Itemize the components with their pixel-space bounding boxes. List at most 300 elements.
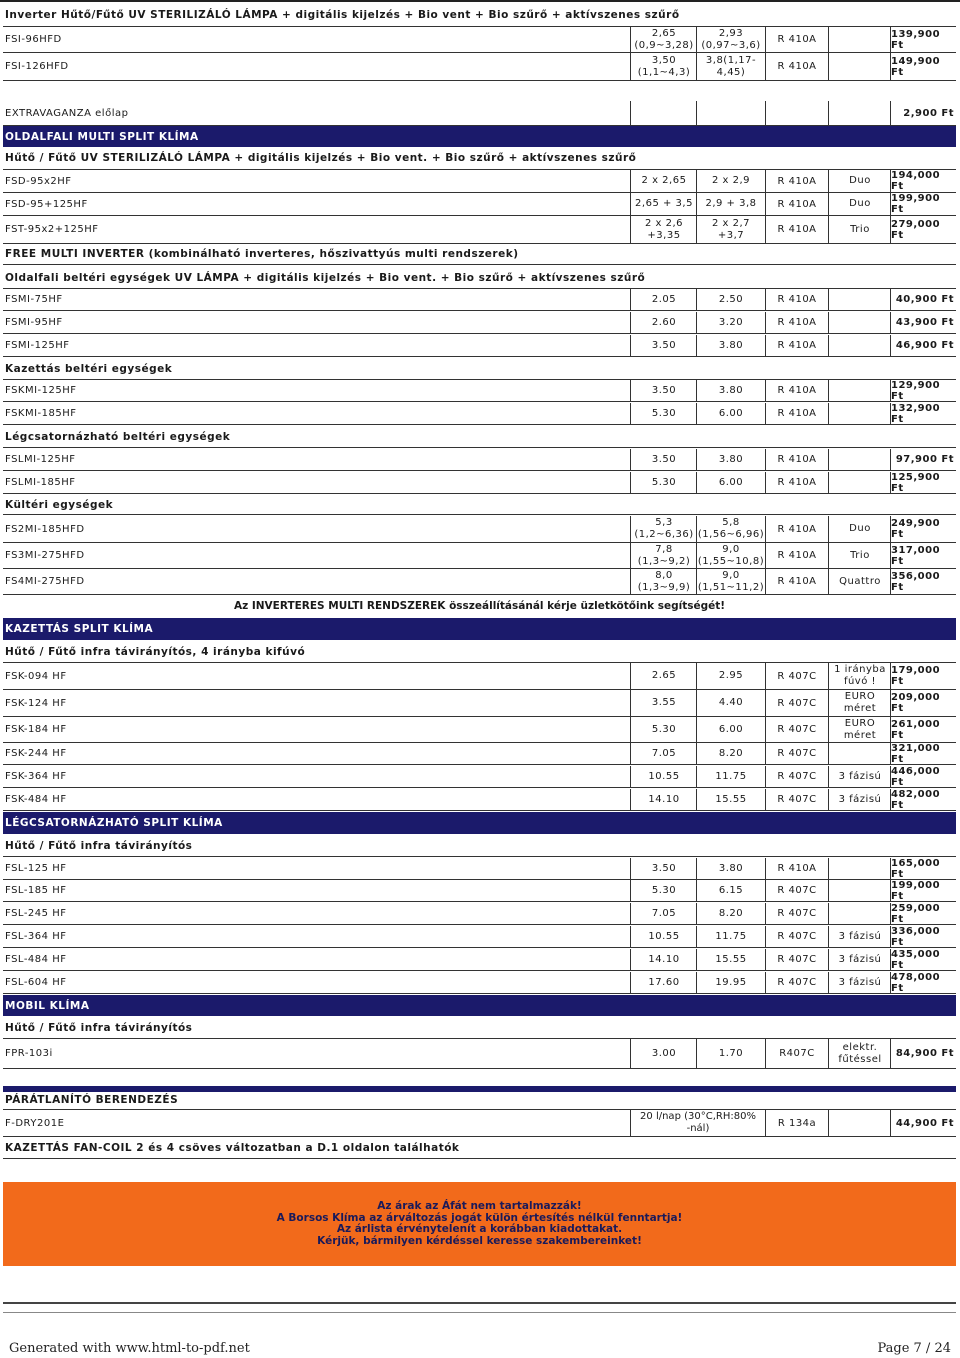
cooling-capacity: 5.30 bbox=[651, 723, 677, 735]
product-refrigerant: R 407C bbox=[777, 954, 817, 965]
product-name: FSKMI-185HF bbox=[5, 408, 77, 419]
product-type: 3 fázisú bbox=[838, 793, 882, 805]
column-divider bbox=[696, 335, 697, 356]
column-divider bbox=[890, 1110, 891, 1136]
group-header-row bbox=[3, 147, 956, 170]
group-header-row bbox=[3, 244, 956, 265]
column-divider bbox=[630, 312, 631, 333]
product-type: elektr. fűtéssel bbox=[838, 1041, 882, 1065]
column-divider bbox=[765, 926, 766, 947]
column-divider bbox=[696, 170, 697, 192]
product-price: 97,900 Ft bbox=[895, 454, 954, 465]
table-row bbox=[3, 516, 956, 543]
column-divider bbox=[765, 403, 766, 424]
cooling-capacity: 5.30 bbox=[651, 476, 677, 488]
column-divider bbox=[890, 789, 891, 810]
group-header: FREE MULTI INVERTER (kombinálható inverteres, hőszivattyús multi rendszerek) bbox=[5, 248, 519, 260]
product-type: 3 fázisú bbox=[838, 930, 882, 942]
product-type: Quattro bbox=[839, 575, 881, 587]
column-divider bbox=[696, 880, 697, 901]
column-divider bbox=[630, 903, 631, 924]
group-header-row bbox=[3, 1090, 956, 1110]
column-divider bbox=[630, 789, 631, 810]
column-divider bbox=[630, 1039, 631, 1068]
product-type bbox=[830, 472, 890, 493]
section-title: MOBIL KLÍMA bbox=[5, 999, 90, 1012]
table-row bbox=[3, 543, 956, 569]
table-row bbox=[3, 663, 956, 690]
cooling-capacity: 3.00 bbox=[651, 1047, 677, 1059]
product-price: 129,900 Ft bbox=[891, 379, 941, 402]
section-band bbox=[3, 618, 956, 640]
notice-line: Az árak az Áfát nem tartalmazzák! bbox=[377, 1200, 582, 1212]
heating-capacity: 19.95 bbox=[715, 976, 747, 988]
column-divider bbox=[765, 972, 766, 993]
table-row bbox=[3, 312, 956, 334]
table-row bbox=[3, 193, 956, 216]
section-band bbox=[3, 126, 956, 147]
product-price: 482,000 Ft bbox=[891, 788, 941, 811]
heating-capacity: 3.80 bbox=[718, 384, 744, 396]
column-divider bbox=[890, 903, 891, 924]
column-divider bbox=[696, 858, 697, 879]
column-divider bbox=[828, 766, 829, 787]
cooling-capacity: 2,65 + 3,5 bbox=[635, 198, 693, 209]
column-divider bbox=[765, 516, 766, 542]
product-price: 249,900 Ft bbox=[891, 518, 941, 540]
cooling-capacity: 7.05 bbox=[651, 747, 677, 759]
group-header-row bbox=[3, 3, 956, 27]
heating-capacity: 1.70 bbox=[718, 1047, 744, 1059]
heating-capacity: 11.75 bbox=[715, 770, 747, 782]
column-divider bbox=[630, 101, 631, 125]
product-price: 40,900 Ft bbox=[895, 294, 954, 305]
table-row bbox=[3, 926, 956, 948]
column-divider bbox=[828, 903, 829, 924]
column-divider bbox=[696, 312, 697, 333]
column-divider bbox=[765, 1110, 766, 1136]
section-band bbox=[3, 812, 956, 834]
column-divider bbox=[630, 949, 631, 970]
column-divider bbox=[890, 690, 891, 716]
column-divider bbox=[765, 789, 766, 810]
column-divider bbox=[828, 380, 829, 401]
product-price: 446,000 Ft bbox=[891, 765, 941, 788]
column-divider bbox=[696, 743, 697, 764]
column-divider bbox=[630, 380, 631, 401]
column-divider bbox=[765, 569, 766, 594]
table-row bbox=[3, 53, 956, 81]
column-divider bbox=[890, 880, 891, 901]
product-name: EXTRAVAGANZA előlap bbox=[5, 107, 129, 119]
cooling-capacity: 3.50 bbox=[651, 384, 677, 396]
product-price: 149,900 Ft bbox=[891, 55, 941, 78]
group-header: Légcsatornázható beltéri egységek bbox=[5, 430, 231, 443]
cooling-capacity: 2 x 2,65 bbox=[641, 175, 687, 186]
column-divider bbox=[890, 516, 891, 542]
column-divider bbox=[630, 690, 631, 716]
product-price: 44,900 Ft bbox=[895, 1117, 954, 1129]
cooling-capacity: 2.65 bbox=[651, 670, 677, 681]
heating-capacity: 2.95 bbox=[718, 670, 744, 681]
column-divider bbox=[765, 335, 766, 356]
column-divider bbox=[630, 449, 631, 470]
column-divider bbox=[890, 972, 891, 993]
heating-capacity: 2.50 bbox=[718, 293, 744, 305]
column-divider bbox=[828, 858, 829, 879]
column-divider bbox=[696, 27, 697, 52]
product-price: 478,000 Ft bbox=[891, 971, 941, 994]
product-refrigerant: R 410A bbox=[777, 61, 817, 72]
cooling-capacity: 10.55 bbox=[648, 770, 680, 782]
column-divider bbox=[890, 289, 891, 310]
product-type: 3 fázisú bbox=[838, 770, 882, 782]
column-divider bbox=[890, 543, 891, 568]
product-price: 179,000 Ft bbox=[891, 665, 941, 687]
section-band bbox=[3, 995, 956, 1016]
column-divider bbox=[828, 216, 829, 243]
product-price: 43,900 Ft bbox=[895, 317, 954, 328]
column-divider bbox=[630, 569, 631, 594]
column-divider bbox=[630, 743, 631, 764]
product-refrigerant: R 407C bbox=[777, 748, 817, 759]
cooling-capacity: 3.50 bbox=[651, 339, 677, 351]
column-divider bbox=[696, 289, 697, 310]
product-refrigerant: R 410A bbox=[777, 224, 817, 235]
product-refrigerant: R407C bbox=[779, 1048, 815, 1059]
table-row bbox=[3, 949, 956, 971]
column-divider bbox=[696, 101, 697, 125]
product-price: 261,000 Ft bbox=[891, 718, 941, 741]
heating-capacity: 5,8 (1,56~6,96) bbox=[697, 517, 765, 540]
product-name: FS3MI-275HFD bbox=[5, 550, 85, 561]
cooling-capacity: 14.10 bbox=[648, 793, 680, 805]
product-name: FSLMI-125HF bbox=[5, 454, 76, 465]
column-divider bbox=[630, 1110, 631, 1136]
product-type bbox=[830, 880, 890, 901]
group-header-row bbox=[3, 267, 956, 289]
product-refrigerant: R 410A bbox=[777, 477, 817, 488]
section-title: OLDALFALI MULTI SPLIT KLÍMA bbox=[5, 130, 199, 143]
group-header: Hűtő / Fűtő infra távirányítós, 4 irányba kifúvó bbox=[5, 645, 306, 658]
cooling-capacity: 5.30 bbox=[651, 407, 677, 419]
product-refrigerant: R 407C bbox=[777, 931, 817, 942]
heating-capacity: 2,93 (0,97~3,6) bbox=[701, 27, 761, 51]
column-divider bbox=[828, 569, 829, 594]
column-divider bbox=[828, 972, 829, 993]
heating-capacity: 3.80 bbox=[718, 339, 744, 351]
product-price: 199,000 Ft bbox=[891, 879, 941, 902]
table-row bbox=[3, 1110, 956, 1137]
column-divider bbox=[630, 216, 631, 243]
column-divider bbox=[828, 170, 829, 192]
product-price: 356,000 Ft bbox=[891, 570, 941, 593]
column-divider bbox=[765, 880, 766, 901]
group-header: Inverter Hűtő/Fűtő UV STERILIZÁLÓ LÁMPA + digitális kijelzés + Bio vent + Bio szűrő + aktívszenes szűrő bbox=[5, 8, 680, 21]
column-divider bbox=[696, 949, 697, 970]
column-divider bbox=[765, 472, 766, 493]
table-row bbox=[3, 380, 956, 402]
column-divider bbox=[765, 858, 766, 879]
product-name: FSK-124 HF bbox=[5, 697, 67, 709]
column-divider bbox=[828, 543, 829, 568]
column-divider bbox=[890, 312, 891, 333]
column-divider bbox=[696, 543, 697, 568]
product-price: 125,900 Ft bbox=[891, 471, 941, 494]
group-header-row bbox=[3, 358, 956, 380]
column-divider bbox=[828, 289, 829, 310]
column-divider bbox=[630, 972, 631, 993]
product-name: FSL-604 HF bbox=[5, 977, 67, 988]
heating-capacity: 8.20 bbox=[718, 747, 744, 759]
column-divider bbox=[696, 717, 697, 742]
group-header-row bbox=[3, 495, 956, 515]
separator bbox=[3, 1302, 956, 1304]
column-divider bbox=[890, 743, 891, 764]
column-divider bbox=[765, 717, 766, 742]
column-divider bbox=[630, 516, 631, 542]
product-price: 46,900 Ft bbox=[895, 340, 954, 351]
table-row bbox=[3, 858, 956, 880]
cooling-capacity: 2 x 2,6 +3,35 bbox=[644, 217, 684, 241]
product-name: FSK-094 HF bbox=[5, 670, 67, 682]
product-type: Duo bbox=[849, 175, 871, 186]
product-refrigerant: R 407C bbox=[777, 885, 817, 896]
product-refrigerant: R 410A bbox=[777, 198, 817, 210]
table-row bbox=[3, 766, 956, 788]
product-refrigerant: R 410A bbox=[777, 317, 817, 328]
group-header-row bbox=[3, 641, 956, 663]
product-name: FSI-126HFD bbox=[5, 61, 69, 72]
column-divider bbox=[765, 216, 766, 243]
cooling-capacity: 2,65 (0,9~3,28) bbox=[634, 27, 694, 51]
column-divider bbox=[696, 663, 697, 689]
product-refrigerant: R 410A bbox=[777, 385, 817, 396]
column-divider bbox=[696, 1039, 697, 1068]
product-refrigerant bbox=[767, 101, 827, 125]
column-divider bbox=[630, 717, 631, 742]
cooling-capacity: 3.55 bbox=[651, 697, 677, 708]
heating-capacity: 9,0 (1,51~11,2) bbox=[697, 569, 765, 593]
column-divider bbox=[828, 789, 829, 810]
group-header-row bbox=[3, 1137, 956, 1159]
column-divider bbox=[630, 403, 631, 424]
product-refrigerant: R 410A bbox=[777, 523, 817, 535]
product-refrigerant: R 407C bbox=[777, 977, 817, 988]
product-refrigerant: R 407C bbox=[777, 697, 817, 709]
product-type bbox=[830, 449, 890, 470]
cooling-capacity: 8,0 (1,3~9,9) bbox=[637, 569, 691, 593]
column-divider bbox=[696, 193, 697, 215]
table-row bbox=[3, 216, 956, 244]
table-row bbox=[3, 289, 956, 311]
cooling-capacity: 2.05 bbox=[651, 293, 677, 305]
product-refrigerant: R 410A bbox=[777, 175, 817, 187]
product-name: FSMI-125HF bbox=[5, 340, 70, 351]
product-price: 199,900 Ft bbox=[891, 193, 941, 215]
notice-box bbox=[3, 1182, 956, 1266]
product-price: 84,900 Ft bbox=[895, 1048, 954, 1059]
product-refrigerant: R 410A bbox=[777, 408, 817, 419]
product-price: 165,000 Ft bbox=[891, 857, 941, 880]
column-divider bbox=[696, 972, 697, 993]
column-divider bbox=[828, 663, 829, 689]
column-divider bbox=[696, 569, 697, 594]
column-divider bbox=[765, 312, 766, 333]
product-type: EURO méret bbox=[843, 717, 877, 741]
cooling-capacity: 10.55 bbox=[648, 930, 680, 942]
column-divider bbox=[696, 690, 697, 716]
column-divider bbox=[890, 335, 891, 356]
column-divider bbox=[696, 766, 697, 787]
product-refrigerant: R 410A bbox=[777, 454, 817, 465]
column-divider bbox=[765, 193, 766, 215]
column-divider bbox=[828, 690, 829, 716]
product-name: FSI-96HFD bbox=[5, 34, 62, 45]
column-divider bbox=[765, 1039, 766, 1068]
column-divider bbox=[696, 472, 697, 493]
column-divider bbox=[765, 380, 766, 401]
column-divider bbox=[890, 717, 891, 742]
table-row bbox=[3, 170, 956, 193]
column-divider bbox=[828, 949, 829, 970]
column-divider bbox=[765, 903, 766, 924]
product-type bbox=[830, 335, 890, 356]
product-price: 336,000 Ft bbox=[891, 925, 941, 948]
product-refrigerant: R 407C bbox=[777, 724, 817, 735]
column-divider bbox=[696, 789, 697, 810]
column-divider bbox=[630, 926, 631, 947]
table-row bbox=[3, 101, 956, 126]
table-row bbox=[3, 27, 956, 53]
column-divider bbox=[890, 53, 891, 80]
column-divider bbox=[630, 170, 631, 192]
cooling-capacity: 7,8 (1,3~9,2) bbox=[637, 543, 691, 567]
heating-capacity: 3.80 bbox=[718, 453, 744, 465]
table-row bbox=[3, 472, 956, 494]
page-footer bbox=[9, 1341, 951, 1356]
heating-capacity: 3.20 bbox=[718, 316, 744, 328]
column-divider bbox=[828, 743, 829, 764]
product-price: 279,000 Ft bbox=[891, 218, 941, 241]
product-type bbox=[830, 903, 890, 924]
table-row bbox=[3, 972, 956, 994]
column-divider bbox=[828, 449, 829, 470]
cooling-capacity: 2.60 bbox=[651, 316, 677, 328]
table-row bbox=[3, 903, 956, 925]
column-divider bbox=[890, 926, 891, 947]
product-name: F-DRY201E bbox=[5, 1117, 65, 1129]
column-divider bbox=[828, 1039, 829, 1068]
multi-note: Az INVERTERES MULTI RENDSZEREK összeállításánál kérje üzletkötőink segítségét! bbox=[233, 600, 726, 612]
product-type bbox=[830, 858, 890, 879]
product-type bbox=[830, 403, 890, 424]
product-refrigerant: R 410A bbox=[777, 863, 817, 874]
column-divider bbox=[890, 193, 891, 215]
column-divider bbox=[696, 216, 697, 243]
heating-capacity: 2,9 + 3,8 bbox=[705, 198, 757, 209]
product-type: 1 irányba fúvó ! bbox=[834, 664, 886, 687]
table-row bbox=[3, 717, 956, 743]
group-header: Hűtő / Fűtő UV STERILIZÁLÓ LÁMPA + digitális kijelzés + Bio vent. + Bio szűrő + aktívszenes szűrő bbox=[5, 152, 637, 164]
product-refrigerant: R 410A bbox=[777, 576, 817, 587]
product-type: Duo bbox=[849, 198, 871, 209]
heating-capacity: 15.55 bbox=[715, 793, 747, 805]
product-price: 209,000 Ft bbox=[891, 692, 941, 714]
column-divider bbox=[890, 27, 891, 52]
group-header: Hűtő / Fűtő infra távirányítós bbox=[5, 839, 193, 852]
table-row bbox=[3, 880, 956, 902]
table-row bbox=[3, 403, 956, 425]
column-divider bbox=[765, 449, 766, 470]
column-divider bbox=[630, 27, 631, 52]
column-divider bbox=[630, 663, 631, 689]
product-type bbox=[830, 743, 890, 764]
table-row bbox=[3, 569, 956, 595]
group-header-row bbox=[3, 835, 956, 857]
table-row bbox=[3, 789, 956, 811]
heating-capacity: 3,8(1,17- 4,45) bbox=[705, 54, 757, 78]
separator bbox=[3, 1312, 956, 1313]
column-divider bbox=[828, 193, 829, 215]
notice-line: A Borsos Klíma az árváltozás jogát külön értesítés nélkül fenntartja! bbox=[276, 1211, 683, 1224]
column-divider bbox=[765, 663, 766, 689]
column-divider bbox=[696, 926, 697, 947]
product-price: 321,000 Ft bbox=[891, 742, 941, 765]
section-title: LÉGCSATORNÁZHATÓ SPLIT KLÍMA bbox=[5, 817, 223, 829]
product-type bbox=[830, 27, 890, 52]
column-divider bbox=[828, 516, 829, 542]
column-divider bbox=[630, 335, 631, 356]
product-name: FSK-364 HF bbox=[5, 771, 67, 782]
heating-capacity: 6.00 bbox=[718, 723, 744, 735]
product-name: FSLMI-185HF bbox=[5, 477, 76, 488]
product-type bbox=[830, 101, 890, 125]
cooling-capacity: 14.10 bbox=[648, 953, 680, 965]
product-name: FSMI-95HF bbox=[5, 317, 63, 328]
heating-capacity: 4.40 bbox=[718, 697, 744, 708]
table-row bbox=[3, 743, 956, 765]
cooling-capacity: 5.30 bbox=[651, 884, 677, 896]
column-divider bbox=[696, 53, 697, 80]
column-divider bbox=[630, 543, 631, 568]
column-divider bbox=[630, 880, 631, 901]
column-divider bbox=[630, 193, 631, 215]
column-divider bbox=[890, 766, 891, 787]
column-divider bbox=[630, 289, 631, 310]
product-type: 3 fázisú bbox=[838, 953, 882, 965]
heating-capacity: 2 x 2,9 bbox=[711, 175, 751, 186]
column-divider bbox=[828, 53, 829, 80]
heating-capacity: 11.75 bbox=[715, 930, 747, 942]
product-price: 259,000 Ft bbox=[891, 902, 941, 925]
product-name: FSKMI-125HF bbox=[5, 385, 77, 396]
column-divider bbox=[890, 101, 891, 125]
footer-page-number: Page 7 / 24 bbox=[877, 1341, 951, 1356]
cooling-capacity: 5,3 (1,2~6,36) bbox=[634, 517, 694, 540]
heating-capacity: 6.15 bbox=[718, 884, 744, 896]
column-divider bbox=[828, 717, 829, 742]
column-divider bbox=[890, 216, 891, 243]
product-name: FSL-245 HF bbox=[5, 908, 67, 919]
group-header-row bbox=[3, 426, 956, 448]
product-name: FSL-364 HF bbox=[5, 931, 67, 942]
column-divider bbox=[828, 880, 829, 901]
column-divider bbox=[828, 1110, 829, 1136]
product-name: FS4MI-275HFD bbox=[5, 576, 85, 587]
notice-line: Kérjük, bármilyen kérdéssel keresse szakembereinket! bbox=[317, 1234, 642, 1247]
product-refrigerant: R 410A bbox=[777, 34, 817, 45]
